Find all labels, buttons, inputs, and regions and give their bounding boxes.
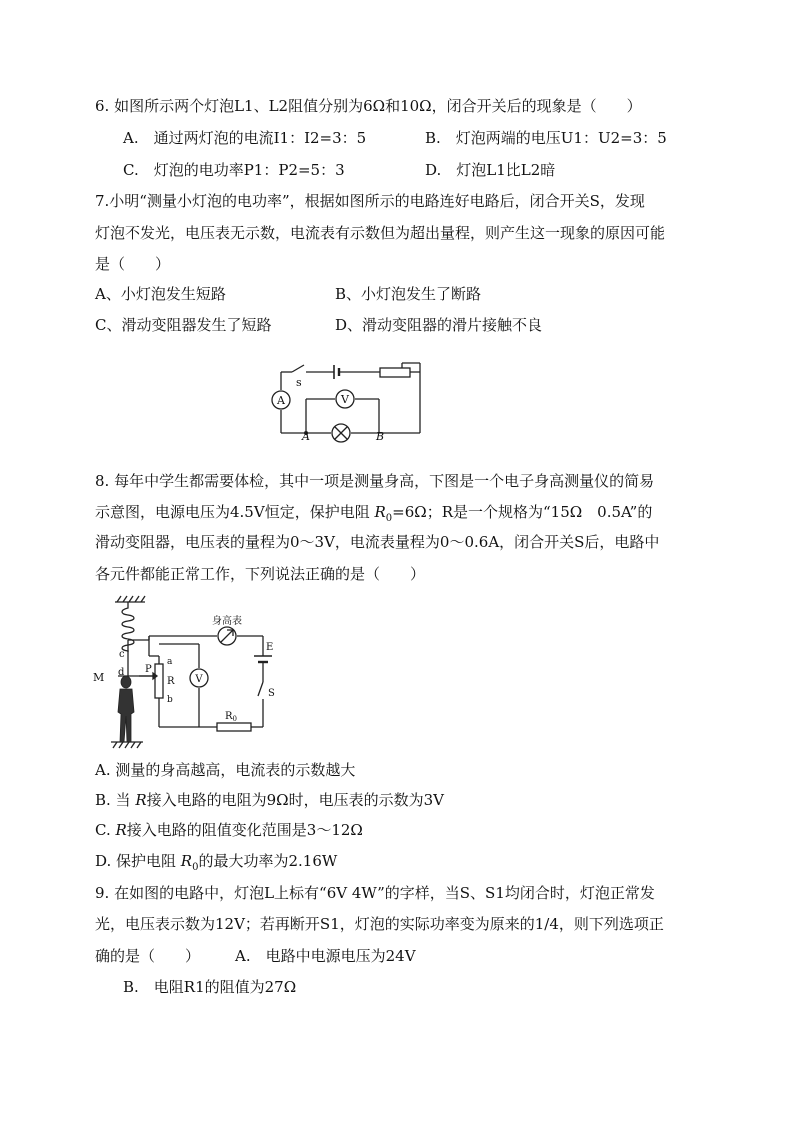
q7-point-a-label: A	[302, 430, 310, 443]
q7-option-a: A、小灯泡发生短路	[95, 285, 226, 303]
q7-option-c: C、滑动变阻器发生了短路	[95, 316, 272, 334]
q8-option-b-prefix: B. 当	[95, 791, 136, 809]
q6-option-c: C. 灯泡的电功率P1：P2=5：3	[123, 161, 345, 179]
q8-person-figure	[118, 676, 134, 742]
q8-option-b-text: 接入电路的电阻为9Ω时，电压表的示数为3V	[146, 791, 444, 809]
q8-r0-subscript: 0	[385, 513, 393, 524]
q8-option-c-prefix: C.	[95, 821, 116, 839]
q7-circuit-diagram	[262, 356, 432, 442]
q8-variable-resistor	[155, 664, 163, 698]
q8-source-label: E	[266, 642, 274, 653]
q8-option-d-sub: 0	[192, 862, 199, 873]
q8-stem-line2-part2: =6Ω；R是一个规格为“15Ω 0.5A”的	[392, 503, 653, 521]
q8-option-b-var: R	[135, 791, 147, 809]
q9-option-a: A. 电路中电源电压为24V	[235, 947, 416, 965]
q7-option-d: D、滑动变阻器的滑片接触不良	[335, 316, 543, 334]
q9-option-b: B. 电阻R1的阻值为27Ω	[123, 978, 297, 996]
q8-point-m-label: M	[93, 671, 105, 684]
q9-stem-line1: 9. 在如图的电路中，灯泡L上标有“6V 4W”的字样，当S、S1均闭合时，灯泡正常发	[95, 884, 655, 902]
q6-stem: 6. 如图所示两个灯泡L1、L2阻值分别为6Ω和10Ω，闭合开关后的现象是（ ）	[95, 97, 642, 115]
q7-point-b-label: B	[376, 430, 385, 443]
q8-point-c-label: c	[119, 649, 125, 660]
q8-option-d-var: R	[180, 852, 193, 870]
q8-height-meter-diagram	[93, 596, 283, 748]
q8-resistor-label: R	[167, 676, 175, 687]
q8-option-c-text: 接入电路的阻值变化范围是3～12Ω	[126, 821, 363, 839]
q8-point-d-label: d	[118, 667, 125, 678]
q6-option-a: A. 通过两灯泡的电流I1：I2=3：5	[123, 129, 367, 147]
q6-option-d: D. 灯泡L1比L2暗	[425, 161, 556, 179]
q8-stem-line1: 8. 每年中学生都需要体检，其中一项是测量身高，下图是一个电子身高测量仪的简易	[95, 472, 655, 490]
q9-stem-line3-text: 确的是（ ）	[95, 947, 201, 965]
q7-stem-line2: 灯泡不发光，电压表无示数，电流表有示数但为超出量程，则产生这一现象的原因可能	[95, 224, 666, 242]
q7-option-b: B、小灯泡发生了断路	[335, 285, 482, 303]
q8-point-b-label: b	[167, 695, 173, 705]
q8-r0-label: $R_0$	[225, 711, 237, 723]
q8-option-d-prefix: D. 保护电阻	[95, 852, 181, 870]
q7-voltmeter-label: V	[341, 393, 349, 406]
q7-ammeter-label: A	[277, 394, 285, 407]
q8-switch-label: S	[268, 688, 275, 699]
q8-stem-line3: 滑动变阻器，电压表的量程为0～3V，电流表量程为0～0.6A，闭合开关S后，电路中	[95, 533, 660, 551]
q7-stem-line3: 是（ ）	[95, 255, 171, 273]
q8-stem-line4: 各元件都能正常工作，下列说法正确的是（ ）	[95, 565, 426, 583]
q7-switch-label: s	[296, 376, 302, 389]
q8-stem-line2-part1: 示意图，电源电压为4.5V恒定，保护电阻	[95, 503, 375, 521]
q8-meter-label: 身高表	[212, 616, 242, 627]
q9-stem-line2: 光，电压表示数为12V；若再断开S1，灯泡的实际功率变为原来的1/4，则下列选项正	[95, 915, 664, 933]
q8-voltmeter-label: V	[195, 674, 203, 685]
q8-option-a: A. 测量的身高越高，电流表的示数越大	[95, 761, 356, 779]
q8-option-c	[95, 820, 363, 840]
q8-option-d-text: 的最大功率为2.16W	[198, 852, 338, 870]
q6-option-b: B. 灯泡两端的电压U1：U2=3：5	[425, 129, 667, 147]
q8-slider-label: P	[145, 664, 152, 675]
q8-option-c-var: R	[115, 821, 127, 839]
q8-option-d	[95, 851, 337, 878]
q8-point-a-label: a	[167, 657, 173, 667]
q7-rheostat	[380, 368, 410, 377]
q8-resistor-r0	[217, 723, 251, 731]
q8-r0-symbol: R	[374, 503, 386, 521]
q9-stem-line3	[95, 946, 416, 966]
q7-switch-blade	[292, 365, 304, 372]
q7-stem-line1: 7.小明“测量小灯泡的电功率”，根据如图所示的电路连好电路后，闭合开关S，发现	[95, 192, 645, 210]
q8-option-b	[95, 790, 444, 810]
q8-stem-line2	[95, 502, 652, 529]
